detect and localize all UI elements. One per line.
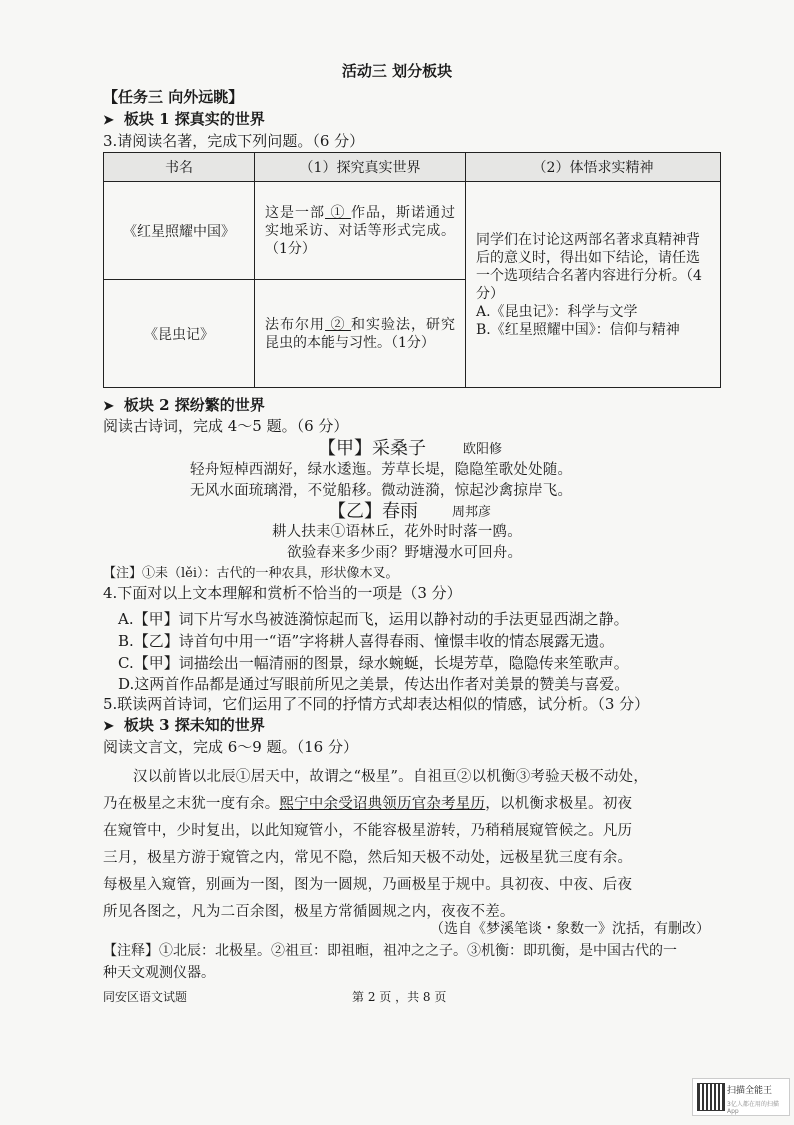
prose-line-5: 每极星入窥管，别画为一图，图为一圆规，乃画极星于规中。具初夜、中夜、后夜 <box>103 877 633 893</box>
task-heading: 【任务三 向外远眺】 <box>103 88 244 106</box>
qr-code-icon <box>697 1083 725 1111</box>
option-b: B.《红星照耀中国》：信仰与精神 <box>476 321 680 338</box>
q4-option-a: A.【甲】词下片写水鸟被涟漪惊起而飞，运用以静衬动的手法更显西湖之静。 <box>118 610 629 628</box>
block1-label: 板块 1 探真实的世界 <box>123 110 265 128</box>
arrow-icon: ➤ <box>103 113 114 128</box>
annotation-line-1: 【注释】①北辰：北极星。②祖亘：即祖暅，祖冲之之子。③机衡：即玑衡，是中国古代的一 <box>103 943 677 959</box>
page-title: 活动三 划分板块 <box>341 62 453 80</box>
poem1-line2: 无风水面琉璃滑，不觉船移。微动涟漪，惊起沙禽掠岸飞。 <box>190 483 573 499</box>
poem1-title: 【甲】采桑子 <box>318 438 426 459</box>
block2-label: 板块 2 探纷繁的世界 <box>123 396 265 414</box>
poem-intro: 阅读古诗词，完成 4～5 题。（6 分） <box>103 417 349 435</box>
block1-heading <box>103 108 265 129</box>
q4-option-c: C.【甲】词描绘出一幅清丽的图景，绿水蜿蜒，长堤芳草，隐隐传来笙歌声。 <box>118 654 629 672</box>
cell1-text-b: 作品，斯诺通过实地采访、对话等形式完成。（1分） <box>265 204 456 257</box>
prose-source: （选自《梦溪笔谈・象数一》沈括，有删改） <box>430 921 710 937</box>
table-header-col2: （2）体悟求实精神 <box>466 153 721 182</box>
poem2-line1: 耕人扶耒①语林丘，花外时时落一鸥。 <box>272 524 522 540</box>
table-cell-2 <box>255 280 466 388</box>
prose-line-6: 所见各图之，凡为二百余图，极星方常循圆规之内，夜夜不差。 <box>103 904 515 920</box>
block3-heading <box>103 714 265 735</box>
poem2-line2: 欲验春来多少雨？野塘漫水可回舟。 <box>287 545 523 561</box>
poem2-author: 周邦彦 <box>452 505 492 520</box>
book-table <box>103 152 721 388</box>
question-4: 4.下面对以上文本理解和赏析不恰当的一项是（3 分） <box>103 584 462 602</box>
q4-option-b: B.【乙】诗首句中用一“语”字将耕人喜得春雨、憧憬丰收的情态展露无遗。 <box>118 632 615 650</box>
book-name-2: 《昆虫记》 <box>104 280 255 388</box>
prose-intro: 阅读文言文，完成 6～9 题。（16 分） <box>103 738 358 756</box>
poem1-author: 欧阳修 <box>463 442 503 457</box>
blank-2: ② <box>330 316 346 333</box>
prose-line-1: 汉以前皆以北辰①居天中，故谓之“极星”。自祖亘②以机衡③考验天极不动处， <box>133 769 649 785</box>
prose-line-3: 在窥管中，少时复出，以此知窥管小，不能容极星游转，乃稍稍展窥管候之。凡历 <box>103 823 633 839</box>
blank-1: ① <box>330 204 346 221</box>
arrow-icon: ➤ <box>103 399 114 414</box>
block2-heading <box>103 394 265 415</box>
cell1-text-a: 这是一部 <box>265 204 326 221</box>
cell2-text-b: 和实验法，研究昆虫的本能与习性。（1分） <box>265 316 456 351</box>
poem2-title: 【乙】春雨 <box>328 501 418 522</box>
scanner-tagline: 3亿人都在用的扫描App <box>727 1101 779 1115</box>
annotation-line-2: 种天文观测仪器。 <box>103 965 215 981</box>
scanner-watermark <box>692 1078 790 1116</box>
footer-exam-name: 同安区语文试题 <box>103 990 188 1004</box>
prose-line-2: 乃在极星之末犹一度有余。熙宁中余受诏典领历官杂考星历，以机衡求极星。初夜 <box>103 796 633 812</box>
poem1-line1: 轻舟短棹西湖好，绿水逶迤。芳草长堤，隐隐笙歌处处随。 <box>190 462 573 478</box>
block3-label: 板块 3 探未知的世界 <box>123 716 265 734</box>
cell2-text-a: 法布尔用 <box>265 316 326 333</box>
arrow-icon: ➤ <box>103 719 114 734</box>
scanner-brand: 扫描全能王 <box>727 1086 773 1096</box>
question-3: 3.请阅读名著，完成下列问题。（6 分） <box>103 132 365 150</box>
table-right-cell <box>466 182 721 388</box>
prose-line-4: 三月，极星方游于窥管之内，常见不隐，然后知天极不动处，远极星犹三度有余。 <box>103 850 633 866</box>
option-a: A.《昆虫记》：科学与文学 <box>476 303 638 320</box>
right-prompt: 同学们在讨论这两部名著求真精神背后的意义时，得出如下结论，请任选一个选项结合名著内容进行分析。（4 分） <box>476 231 702 302</box>
underlined-sentence: 熙宁中余受诏典领历官杂考星历 <box>279 796 486 812</box>
footer-page-number: 第 2 页 ，共 8 页 <box>352 990 447 1004</box>
poem-note: 【注】①耒（lěi）：古代的一种农具，形状像木叉。 <box>103 566 399 581</box>
table-cell-1 <box>255 182 466 280</box>
question-5: 5.联读两首诗词，它们运用了不同的抒情方式却表达相似的情感，试分析。（3 分） <box>103 695 650 713</box>
q4-option-d: D.这两首作品都是通过写眼前所见之美景，传达出作者对美景的赞美与喜爱。 <box>118 675 630 693</box>
table-header-book: 书名 <box>104 153 255 182</box>
table-header-col1: （1）探究真实世界 <box>255 153 466 182</box>
book-name-1: 《红星照耀中国》 <box>104 182 255 280</box>
